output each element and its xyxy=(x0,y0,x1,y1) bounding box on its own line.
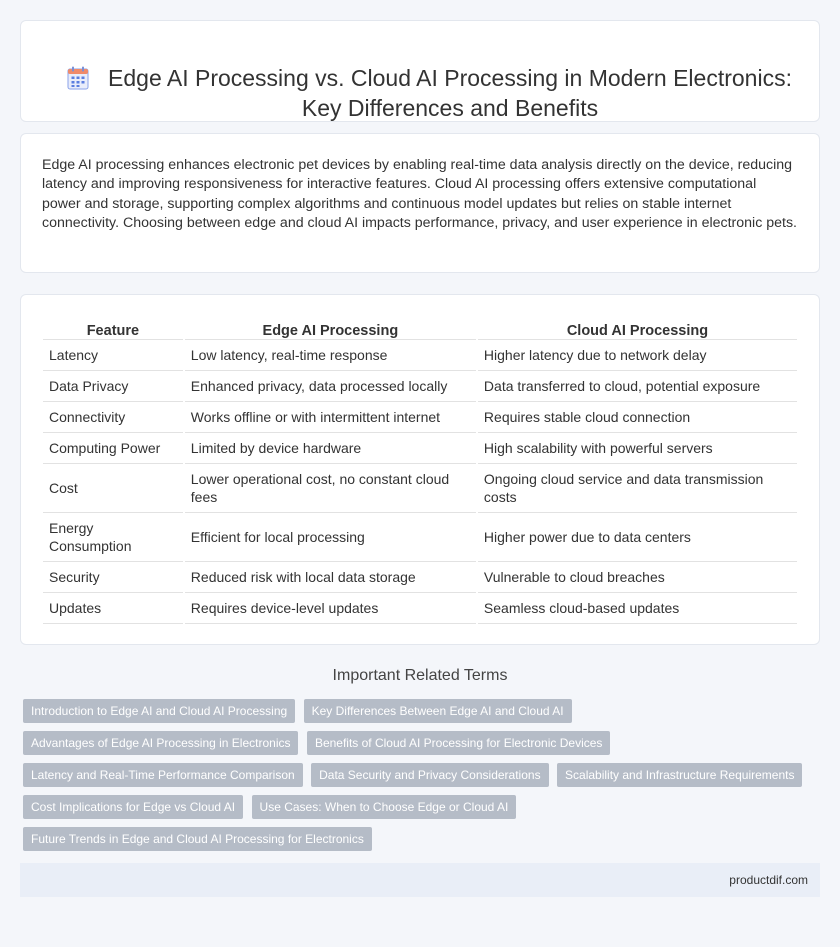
related-term-tag[interactable]: Introduction to Edge AI and Cloud AI Processing xyxy=(23,699,295,723)
table-row xyxy=(43,340,797,371)
cell-edge: Reduced risk with local data storage xyxy=(185,562,476,593)
table-header-row xyxy=(43,317,797,340)
footer xyxy=(20,863,820,897)
cell-edge: Works offline or with intermittent internet xyxy=(185,402,476,433)
related-terms-list xyxy=(23,699,813,859)
related-term-tag[interactable]: Latency and Real-Time Performance Comparison xyxy=(23,763,303,787)
related-terms-title: Important Related Terms xyxy=(332,667,508,684)
cell-cloud: High scalability with powerful servers xyxy=(478,433,797,464)
table-row xyxy=(43,513,797,562)
cell-edge: Lower operational cost, no constant cloud fees xyxy=(185,464,476,513)
header-feature: Feature xyxy=(43,317,183,340)
table-row xyxy=(43,433,797,464)
related-term-tag[interactable]: Cost Implications for Edge vs Cloud AI xyxy=(23,795,243,819)
cell-cloud: Vulnerable to cloud breaches xyxy=(478,562,797,593)
related-term-tag[interactable]: Scalability and Infrastructure Requirements xyxy=(557,763,802,787)
cell-cloud: Seamless cloud-based updates xyxy=(478,593,797,624)
cell-cloud: Higher latency due to network delay xyxy=(478,340,797,371)
cell-cloud: Ongoing cloud service and data transmission costs xyxy=(478,464,797,513)
page-title: Edge AI Processing vs. Cloud AI Processing in Modern Electronics: Key Differences and Benefits xyxy=(108,65,792,121)
related-term-tag[interactable]: Key Differences Between Edge AI and Cloud AI xyxy=(304,699,572,723)
cell-feature: Connectivity xyxy=(43,402,183,433)
cell-feature: Data Privacy xyxy=(43,371,183,402)
header-cloud-ai: Cloud AI Processing xyxy=(478,317,797,340)
calendar-grid-icon xyxy=(67,66,89,90)
header-edge-ai: Edge AI Processing xyxy=(185,317,476,340)
cell-feature: Computing Power xyxy=(43,433,183,464)
comparison-table-card xyxy=(20,294,820,645)
related-term-tag[interactable]: Benefits of Cloud AI Processing for Electronic Devices xyxy=(307,731,610,755)
cell-edge: Enhanced privacy, data processed locally xyxy=(185,371,476,402)
cell-edge: Low latency, real-time response xyxy=(185,340,476,371)
footer-site-link[interactable]: productdif.com xyxy=(729,873,808,887)
cell-feature: Energy Consumption xyxy=(43,513,183,562)
cell-feature: Security xyxy=(43,562,183,593)
cell-feature: Updates xyxy=(43,593,183,624)
cell-edge: Requires device-level updates xyxy=(185,593,476,624)
cell-cloud: Higher power due to data centers xyxy=(478,513,797,562)
related-term-tag[interactable]: Data Security and Privacy Considerations xyxy=(311,763,548,787)
cell-edge: Efficient for local processing xyxy=(185,513,476,562)
intro-card xyxy=(20,133,820,273)
cell-cloud: Data transferred to cloud, potential exposure xyxy=(478,371,797,402)
cell-edge: Limited by device hardware xyxy=(185,433,476,464)
table-row xyxy=(43,402,797,433)
header-card xyxy=(20,20,820,122)
cell-feature: Latency xyxy=(43,340,183,371)
related-term-tag[interactable]: Future Trends in Edge and Cloud AI Processing for Electronics xyxy=(23,827,372,851)
related-term-tag[interactable]: Advantages of Edge AI Processing in Electronics xyxy=(23,731,298,755)
cell-cloud: Requires stable cloud connection xyxy=(478,402,797,433)
table-row xyxy=(43,464,797,513)
intro-paragraph: Edge AI processing enhances electronic pet devices by enabling real-time data analysis directly on the device, reducing latency and improving responsiveness for interactive features. Cloud AI processing offers extensive computational power and storage, supporting complex algorithms and continuous model updates but relies on stable internet connectivity. Choosing between edge and cloud AI impacts performance, privacy, and user experience in electronic pets. xyxy=(42,157,797,232)
related-term-tag[interactable]: Use Cases: When to Choose Edge or Cloud AI xyxy=(252,795,517,819)
table-row xyxy=(43,562,797,593)
comparison-table xyxy=(41,317,799,624)
table-row xyxy=(43,371,797,402)
cell-feature: Cost xyxy=(43,464,183,513)
table-row xyxy=(43,593,797,624)
